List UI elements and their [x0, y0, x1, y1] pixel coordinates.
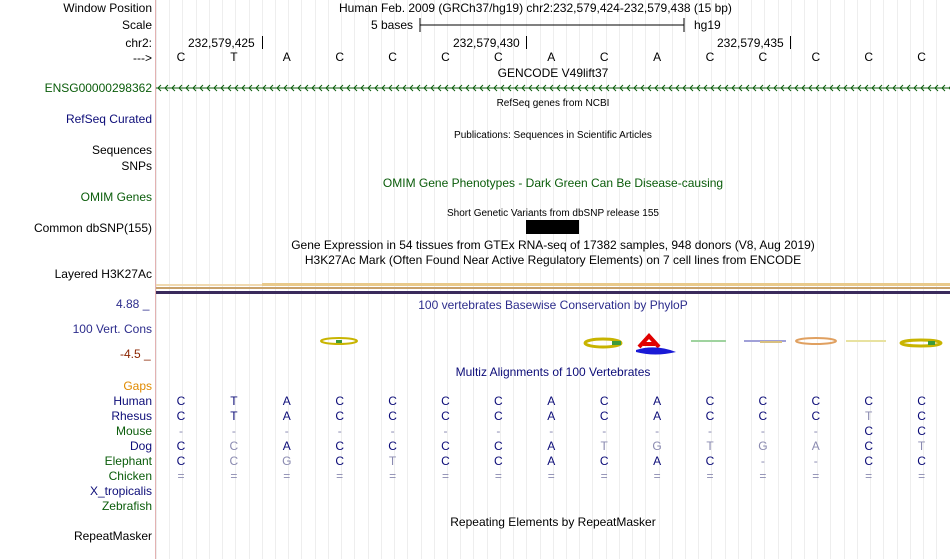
species-label[interactable]: Dog — [129, 439, 152, 453]
alignment-row — [156, 484, 950, 498]
h3k27ac-signal-band — [156, 287, 950, 289]
alignment-base: A — [282, 439, 291, 453]
scale-label: Scale — [121, 18, 152, 32]
alignment-base: C — [176, 409, 186, 423]
alignment-base: C — [441, 454, 450, 468]
alignment-base: A — [811, 439, 820, 453]
scale-bar — [418, 16, 688, 34]
multiz-track-title: Multiz Alignments of 100 Vertebrates — [455, 365, 651, 379]
window-position-label: Window Position — [63, 1, 152, 15]
alignment-base: C — [917, 394, 926, 408]
h3k27ac-signal — [262, 283, 950, 286]
alignment-base: G — [652, 439, 662, 453]
reference-base: C — [494, 50, 503, 64]
alignment-base: A — [282, 409, 291, 423]
reference-base: T — [230, 50, 238, 64]
alignment-base: - — [760, 454, 765, 468]
alignment-base: - — [708, 424, 712, 438]
coord-tick-1: 232,579,425 — [188, 36, 255, 50]
reference-base: C — [441, 50, 450, 64]
coord-tick-mark-2 — [526, 36, 527, 49]
gencode-gene-label[interactable]: ENSG00000298362 — [44, 81, 152, 95]
alignment-base: C — [335, 439, 345, 453]
alignment-base: C — [864, 454, 874, 468]
reference-base: C — [811, 50, 821, 64]
alignment-base: - — [602, 424, 607, 438]
reference-base: C — [335, 50, 345, 64]
alignment-base: A — [547, 454, 556, 468]
alignment-base: A — [653, 454, 662, 468]
alignment-base: - — [549, 424, 554, 438]
alignment-row — [156, 454, 950, 468]
alignment-base: - — [813, 424, 818, 438]
sequences-label[interactable]: Sequences — [91, 143, 152, 157]
alignment-base: C — [599, 454, 609, 468]
reference-base: C — [758, 50, 768, 64]
alignment-base: - — [655, 424, 660, 438]
alignment-base: C — [441, 394, 450, 408]
alignment-base: A — [653, 409, 662, 423]
alignment-base: C — [599, 409, 609, 423]
alignment-base: - — [231, 424, 236, 438]
reference-base: C — [864, 50, 874, 64]
alignment-row — [156, 394, 950, 408]
reference-base: A — [653, 50, 662, 64]
alignment-base: T — [706, 439, 714, 453]
common-dbsnp-label[interactable]: Common dbSNP(155) — [33, 221, 152, 235]
alignment-base: = — [865, 469, 873, 483]
alignment-base: = — [441, 469, 449, 483]
alignment-base: - — [390, 424, 395, 438]
alignment-base: - — [496, 424, 501, 438]
alignment-base: C — [176, 454, 186, 468]
alignment-base: C — [705, 394, 715, 408]
reference-base: C — [599, 50, 609, 64]
h3k27ac-cell-line-band — [156, 291, 950, 294]
alignment-base: = — [600, 469, 608, 483]
omim-track-title: OMIM Gene Phenotypes - Dark Green Can Be Disease-causing — [382, 176, 724, 190]
reference-base: C — [176, 50, 186, 64]
gencode-track-title: GENCODE V49lift37 — [497, 66, 609, 80]
alignment-base: C — [811, 394, 821, 408]
reference-base: A — [282, 50, 291, 64]
species-label[interactable]: Chicken — [108, 469, 152, 483]
alignment-base: A — [282, 394, 291, 408]
alignment-base: C — [494, 409, 503, 423]
alignment-base: T — [600, 439, 608, 453]
alignment-base: C — [335, 394, 345, 408]
alignment-base: = — [230, 469, 238, 483]
alignment-base: A — [547, 439, 556, 453]
alignment-base: = — [283, 469, 291, 483]
alignment-base: C — [811, 409, 821, 423]
alignment-base: C — [705, 409, 715, 423]
alignment-base: C — [176, 394, 186, 408]
alignment-base: = — [547, 469, 555, 483]
h3k27ac-track-title: H3K27Ac Mark (Often Found Near Active Regulatory Elements) on 7 cell lines from ENCODE — [304, 253, 802, 267]
alignment-base: - — [337, 424, 342, 438]
alignment-base: = — [918, 469, 926, 483]
alignment-base: C — [758, 409, 768, 423]
dbsnp-variant-block[interactable] — [526, 220, 579, 234]
alignment-base: A — [653, 394, 662, 408]
h3k27ac-signal-low — [156, 284, 262, 286]
species-label[interactable]: Human — [113, 394, 152, 408]
refseq-track-title: RefSeq genes from NCBI — [496, 98, 610, 109]
alignment-base: - — [179, 424, 183, 438]
strand-label: ---> — [133, 51, 152, 65]
alignment-base: T — [230, 409, 238, 423]
phylop-min-value: -4.5 _ — [120, 347, 151, 361]
alignment-base: C — [758, 394, 768, 408]
alignment-base: C — [599, 394, 609, 408]
alignment-base: C — [388, 439, 397, 453]
alignment-base: C — [917, 424, 926, 438]
database-name: hg19 — [694, 18, 721, 32]
gaps-label[interactable]: Gaps — [123, 379, 152, 393]
alignment-base: C — [864, 439, 874, 453]
assembly-position-text: Human Feb. 2009 (GRCh37/hg19) chr2:232,579,424-232,579,438 (15 bp) — [339, 1, 732, 15]
alignment-base: T — [230, 394, 238, 408]
alignment-base: C — [388, 394, 397, 408]
reference-bases-row — [156, 50, 950, 64]
alignment-base: = — [812, 469, 820, 483]
coord-tick-2: 232,579,430 — [453, 36, 520, 50]
species-label[interactable]: Elephant — [104, 454, 152, 468]
alignment-base: C — [441, 409, 450, 423]
reference-base: C — [917, 50, 926, 64]
alignment-base: G — [758, 439, 768, 453]
alignment-base: - — [443, 424, 448, 438]
alignment-base: C — [335, 454, 345, 468]
alignment-base: T — [917, 439, 926, 453]
alignment-base: C — [917, 454, 926, 468]
coord-tick-mark-1 — [262, 36, 263, 49]
omim-genes-label[interactable]: OMIM Genes — [80, 190, 152, 204]
alignment-row — [156, 409, 950, 423]
scale-bases-text: 5 bases — [371, 18, 414, 32]
coord-tick-mark-3 — [790, 36, 791, 49]
alignment-base: T — [865, 409, 873, 423]
layered-h3k27ac-label[interactable]: Layered H3K27Ac — [54, 267, 152, 281]
phylop-track-title: 100 vertebrates Basewise Conservation by PhyloP — [418, 298, 688, 312]
reference-base: C — [388, 50, 397, 64]
alignment-base: = — [177, 469, 185, 483]
refseq-curated-label[interactable]: RefSeq Curated — [65, 112, 152, 126]
alignment-base: = — [494, 469, 502, 483]
coord-tick-3: 232,579,435 — [717, 36, 784, 50]
alignment-base: - — [813, 454, 818, 468]
vert-cons-label[interactable]: 100 Vert. Cons — [72, 322, 152, 336]
gencode-gene-feature[interactable] — [156, 81, 950, 95]
reference-base: C — [705, 50, 715, 64]
alignment-base: C — [705, 454, 715, 468]
species-label[interactable]: Mouse — [115, 424, 152, 438]
repeatmasker-track-title: Repeating Elements by RepeatMasker — [450, 515, 656, 529]
alignment-base: G — [282, 454, 292, 468]
alignment-base: A — [547, 409, 556, 423]
alignment-base: - — [760, 424, 765, 438]
alignment-base: = — [389, 469, 397, 483]
alignment-base: C — [441, 439, 450, 453]
repeatmasker-label[interactable]: RepeatMasker — [73, 529, 152, 543]
snps-label[interactable]: SNPs — [121, 159, 152, 173]
alignment-base: C — [494, 454, 503, 468]
species-label[interactable]: Rhesus — [111, 409, 152, 423]
dbsnp-track-title: Short Genetic Variants from dbSNP release 155 — [447, 208, 659, 219]
alignment-base: C — [864, 424, 874, 438]
alignment-base: C — [388, 409, 397, 423]
alignment-base: C — [335, 409, 345, 423]
alignment-row — [156, 469, 950, 483]
alignment-base: = — [759, 469, 767, 483]
chromosome-label: chr2: — [125, 36, 152, 50]
alignment-base: C — [864, 394, 874, 408]
alignment-base: = — [653, 469, 661, 483]
alignment-base: = — [706, 469, 714, 483]
alignment-row — [156, 499, 950, 513]
alignment-base: = — [336, 469, 344, 483]
alignment-base: C — [494, 394, 503, 408]
phylop-max-value: 4.88 _ — [116, 297, 150, 311]
gtex-track-title: Gene Expression in 54 tissues from GTEx RNA-seq of 17382 samples, 948 donors (V8, Aug 2019) — [291, 238, 815, 252]
reference-base: A — [547, 50, 556, 64]
species-label[interactable]: Zebrafish — [101, 499, 152, 513]
alignment-base: A — [547, 394, 556, 408]
alignment-base: - — [284, 424, 289, 438]
conservation-logo — [156, 330, 950, 360]
alignment-base: T — [388, 454, 397, 468]
alignment-base: C — [176, 439, 186, 453]
alignment-base: C — [229, 454, 239, 468]
publications-track-title: Publications: Sequences in Scientific Articles — [454, 130, 652, 141]
alignment-row — [156, 424, 950, 438]
alignment-row — [156, 439, 950, 453]
species-label[interactable]: X_tropicalis — [89, 484, 152, 498]
alignment-base: C — [229, 439, 239, 453]
alignment-base: C — [494, 439, 503, 453]
alignment-base: C — [917, 409, 926, 423]
